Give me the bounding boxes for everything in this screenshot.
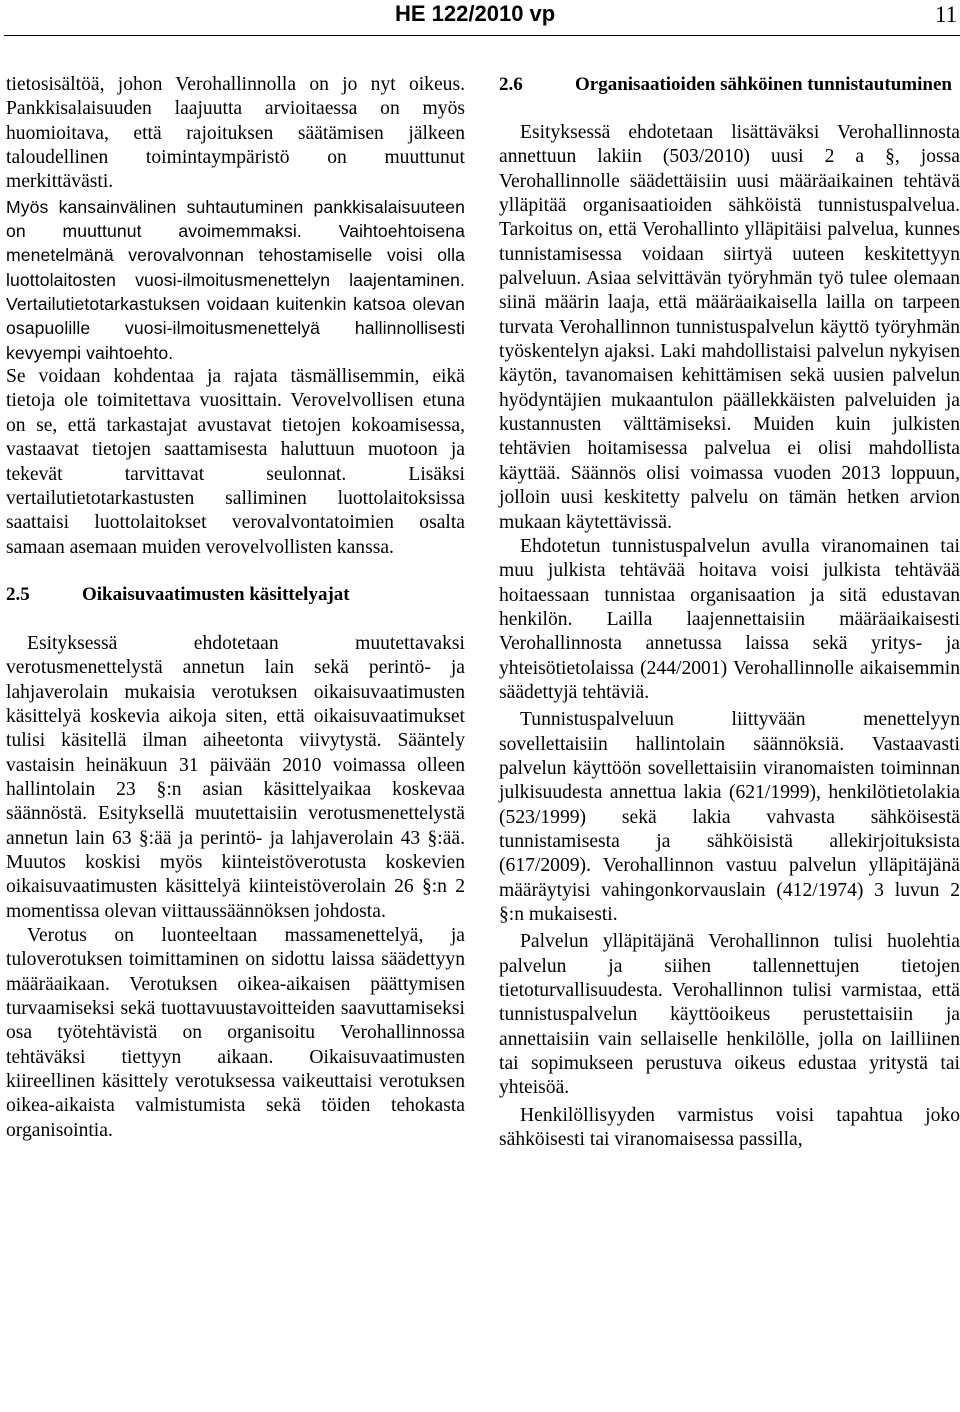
section-title: Oikaisuvaatimusten käsittelyajat [82,583,350,605]
paragraph-left-3: Se voidaan kohdentaa ja rajata täsmällisemmin, eikä tietoja ole toimitettava vuosittain. Verovelvollisen etuna on se, että tarkastajat avustavat tietojen kokoamisessa, vastaavat tietojen saattamisesta haluttuun muotoon ja tekevät tarvittavat seulonnat. Lisäksi vertailutietotarkastusten salliminen luottolaitoksissa saattaisi luottolaitokset verovalvontatoimien osalta samaan asemaan muiden verovelvollisten kanssa. [6,366,465,558]
document-identifier: HE 122/2010 vp [395,1,556,26]
header-rule [4,35,960,36]
section-number: 2.5 [6,583,30,605]
right-column [499,73,960,1152]
paragraph-left-4: Esityksessä ehdotetaan muutettavaksi verotusmenettelystä annetun lain sekä perintö- ja lahjaverolain mukaisia verotuksen oikaisuvaatimusten käsittelyä koskevia aikoja siten, että oikaisuvaatimukset tulisi käsitellä ilman aiheetonta viivytystä. Sääntely vastaisin heinäkuun 31 päivään 2010 voimassa olleen hallintolain 23 §:n asian käsittelyaikaa koskevaa säännöstä. Esityksellä muutettaisiin verotusmenettelystä annetun lain 63 §:ää ja perintö- ja lahjaverolain 43 §:ää. Muutos koskisi myös kiinteistöverotusta koskevien oikaisuvaatimusten käsittelyä kiinteistöverolain 26 §:n 2 momentissa olevan viittaussäännöksen johdosta. [6,632,465,922]
paragraph-right-4: Palvelun ylläpitäjänä Verohallinnon tulisi huolehtia palvelun ja siihen tallennettujen tietojen tietoturvallisuudesta. Verohallinnon tulisi varmistaa, että tunnistuspalvelun käyttöoikeus perustettaisiin ja annettaisiin vain sellaiselle henkilölle, jolla on lailliinen tai sopimukseen perustuva oikeus edustaa yritystä tai yhteisöä. [499,931,960,1099]
page-number: 11 [935,2,958,27]
page-header [0,0,960,36]
section-title: Organisaatioiden sähköinen tunnistautuminen [575,74,952,95]
paragraph-left-1: tietosisältöä, johon Verohallinnolla on jo nyt oikeus. Pankkisalaisuuden laajuutta arvioitaessa on myös huomioitava, että rajoituksen säätämisen jälkeen taloudellinen toimintaympäristö on muuttunut merkittävästi. [6,74,465,193]
left-column [6,73,465,1143]
section-heading-2-6 [499,73,960,97]
paragraph-right-2: Ehdotetun tunnistuspalvelun avulla viranomainen tai muu julkista tehtävää hoitava voisi julkista tehtävää hoitaessaan tunnistaa organisaation ja sitä edustavan henkilön. Lailla laajennettaisiin määräaikaisesti Verohallinnosta annetussa laissa sekä yritys- ja yhteisötietolaissa (244/2001) Verohallinnolle aikaisemmin säädettyjä tehtäviä. [499,535,960,703]
paragraph-right-1: Esityksessä ehdotetaan lisättäväksi Verohallinnosta annettuun lakiin (503/2010) uusi 2 a §, jossa Verohallinnolle säädettäisiin uusi määräaikainen tehtävä ylläpitää organisaatioiden sähköistä tunnistuspalvelua. Tarkoitus on, että Verohallinto ylläpitäisi palvelua, kunnes tunnistamisessa voidaan siirtyä uuteen keskitettyyn palveluun. Asiaa selvittävän työryhmän työ tulee olemaan siinä määrin laaja, että määräaikaisella lailla on tarpeen turvata Verohallinnon tunnistuspalvelun käyttö työryhmän työskentelyn ajaksi. Laki mahdollistaisi palvelun nykyisen käytön, tavanomaisen kehittämisen sekä uusien palvelun hyödyntäjien mukaantulon päällekkäisten palveluiden ja kustannusten välttämiseksi. Muiden kuin julkisten tehtävien hoitamisessa palvelua ei olisi mahdollista käyttää. Säännös olisi voimassa vuoden 2013 loppuun, jolloin uusi keskitetty palvelu on tämän hetken arvion mukaan käytettävissä. [499,122,960,533]
paragraph-left-5: Verotus on luonteeltaan massamenettelyä, ja tuloverotuksen toimittaminen on sidottu laissa säädettyyn määräaikaan. Verotuksen oikea-aikaisen päättymisen turvaamiseksi sekä tuottavuustavoitteiden saavuttamiseksi osa työtehtävistä on organisoitu Verohallinnossa tehtäväksi tiettyyn aikaan. Oikaisuvaatimusten kiireellinen käsittely verotuksessa vaikeuttaisi verotuksen oikea-aikaista valmistumista sekä töiden tehokasta organisointia. [6,925,465,1141]
paragraph-right-5: Henkilöllisyyden varmistus voisi tapahtua joko sähköisesti tai viranomaisessa passilla, [499,1104,960,1151]
section-heading-2-5 [6,583,465,607]
paragraph-left-2: Myös kansainvälinen suhtautuminen pankkisalaisuuteen on muuttunut avoimemmaksi. Vaihtoehtoisena menetelmänä verovalvonnan tehostamiselle voisi olla luottolaitosten vuosi-ilmoitusmenettelyn laajentaminen. Vertailutietotarkastuksen voidaan kuitenkin katsoa olevan osapuolille vuosi-ilmoitusmenettelyä hallinnollisesti kevyempi vaihtoehto. [6,196,465,363]
paragraph-right-3: Tunnistuspalveluun liittyvään menettelyyn sovellettaisiin hallintolain säännöksiä. Vastaavasti palvelun käyttöön sovellettaisiin viranomaisten toiminnan julkisuudesta annettua lakia (621/1999), henkilötietolakia (523/1999) sekä lakia vahvasta sähköisestä tunnistamisesta ja sähköisistä allekirjoituksista (617/2009). Verohallinnon vastuu palvelun ylläpitäjänä määräytyisi vahingonkorvauslain (412/1974) 3 luvun 2 §:n mukaisesti. [499,709,960,925]
section-number: 2.6 [499,74,523,95]
